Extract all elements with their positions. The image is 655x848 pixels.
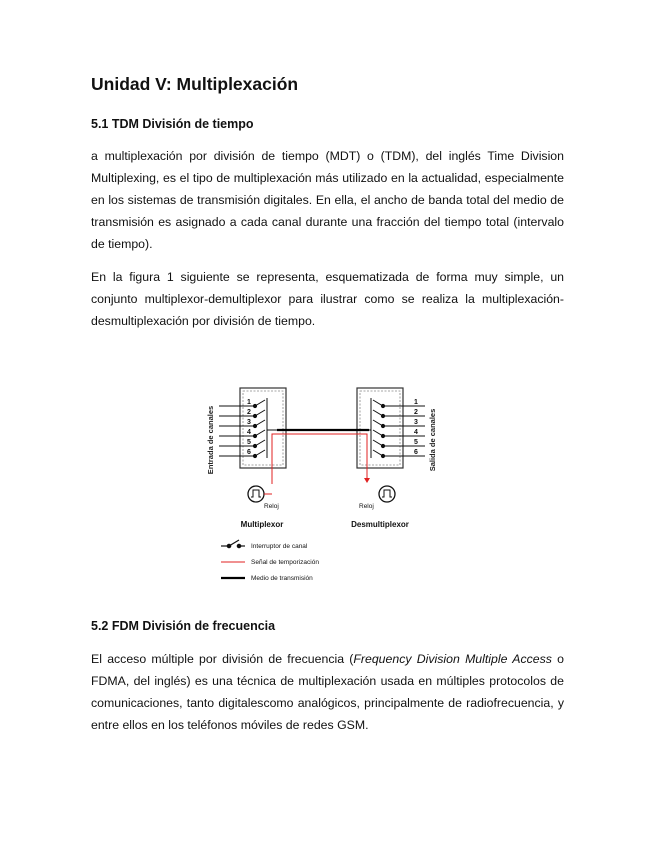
demux-channel-numbers	[414, 399, 418, 456]
svg-text:5: 5	[247, 439, 251, 446]
legend-switch-label: Interruptor de canal	[251, 543, 308, 550]
legend-timing-label: Señal de temporización	[251, 559, 319, 566]
section-heading-tdm: 5.1 TDM División de tiempo	[91, 117, 254, 131]
paragraph-fdm-definition	[91, 648, 564, 736]
section-heading-fdm: 5.2 FDM División de frecuencia	[91, 619, 276, 633]
multiplexer-label: Multiplexor	[240, 520, 284, 529]
legend-medium-label: Medio de transmisión	[251, 575, 313, 582]
tdm-figure	[199, 384, 449, 592]
page-title: Unidad V: Multiplexación	[91, 74, 299, 94]
output-channels-label: Salida de canales	[428, 408, 437, 472]
fdm-text-end: o FDMA, del inglés) es una técnica de multiplexación usada en múltiples protocolos de comunicaciones, tanto digitalescomo analógicos, principalmente de radiofrecuencia, y entre ellos en los teléfonos móviles de redes GSM.	[91, 652, 564, 732]
mux-channel-numbers	[247, 399, 251, 456]
clock-icon	[379, 486, 395, 502]
svg-text:6: 6	[247, 449, 251, 456]
clock-icon	[248, 486, 272, 502]
svg-text:1: 1	[247, 399, 251, 406]
svg-text:4: 4	[247, 429, 251, 436]
demux-clock-label: Reloj	[359, 503, 374, 510]
fdm-text-start: El acceso múltiple por división de frecuencia (	[91, 652, 354, 666]
svg-text:1: 1	[414, 399, 418, 406]
paragraph-tdm-definition: a multiplexación por división de tiempo (MDT) o (TDM), del inglés Time Division Multiplexing, es el tipo de multiplexación más utilizado en la actualidad, especialmente en los sistemas de transmisión digitales. En ella, el ancho de banda total del medio de transmisión es asignado a cada canal durante una fracción del tiempo total (intervalo de tiempo).	[91, 149, 564, 251]
timing-signal-mux	[272, 434, 359, 484]
fdm-text-italic: Frequency Division Multiple Access	[353, 652, 552, 666]
mux-clock-label: Reloj	[264, 503, 279, 510]
svg-text:5: 5	[414, 439, 418, 446]
input-channels-label: Entrada de canales	[206, 405, 215, 475]
svg-text:6: 6	[414, 449, 418, 456]
svg-text:2: 2	[247, 409, 251, 416]
legend-switch-icon	[221, 540, 245, 548]
svg-text:3: 3	[247, 419, 251, 426]
svg-text:4: 4	[414, 429, 418, 436]
demultiplexer-label: Desmultiplexor	[351, 520, 409, 529]
paragraph-figure-intro: En la figura 1 siguiente se representa, esquematizada de forma muy simple, un conjunto multiplexor-demultiplexor para ilustrar como se realiza la multiplexación-desmultiplexación por división de tiempo.	[91, 270, 564, 328]
svg-text:3: 3	[414, 419, 418, 426]
svg-text:2: 2	[414, 409, 418, 416]
